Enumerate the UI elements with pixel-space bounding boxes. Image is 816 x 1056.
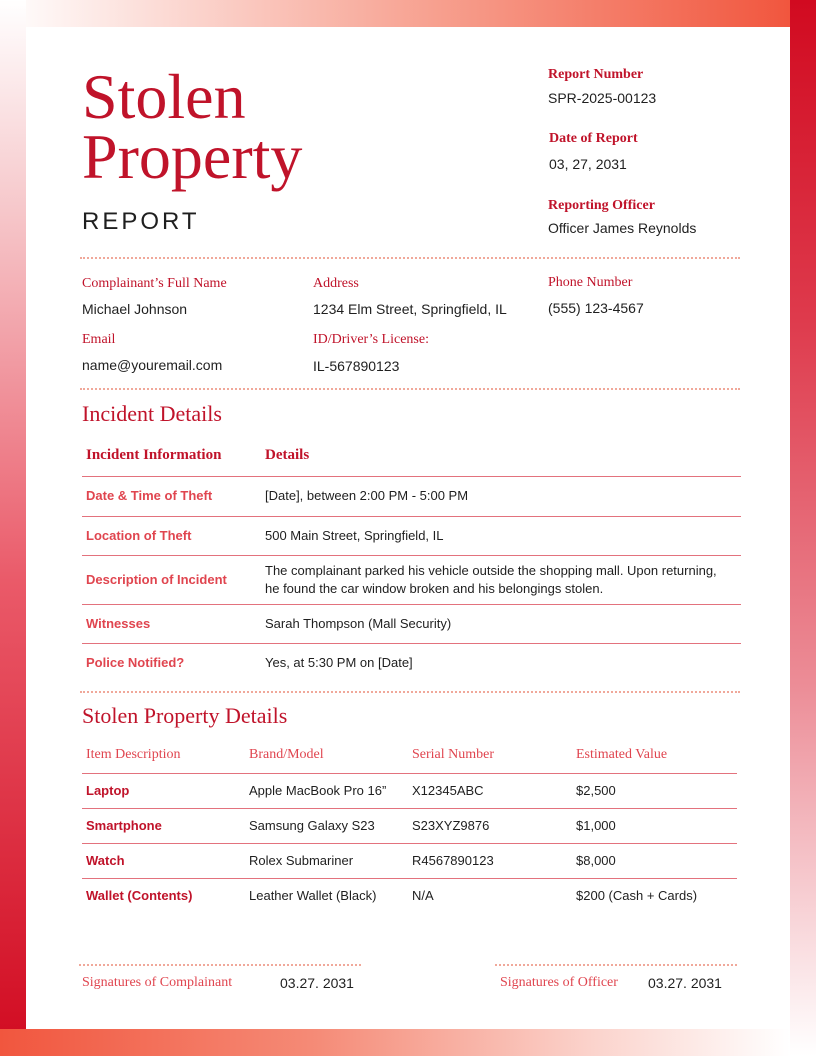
complainant-signature-line[interactable] [79, 964, 361, 966]
brand-model: Leather Wallet (Black) [249, 888, 377, 904]
incident-field-label: Witnesses [82, 604, 261, 643]
serial-number: X12345ABC [408, 773, 572, 808]
stolen-property-table [82, 737, 737, 913]
id-license-label: ID/Driver’s License: [313, 332, 429, 347]
incident-field-value: Sarah Thompson (Mall Security) [261, 604, 741, 643]
incident-field-value: 500 Main Street, Springfield, IL [261, 516, 741, 555]
column-header-incident-information: Incident Information [82, 435, 261, 476]
column-header-item: Item Description [82, 737, 245, 773]
incident-field-label: Location of Theft [82, 516, 261, 555]
column-header-serial: Serial Number [408, 737, 572, 773]
divider [80, 257, 740, 259]
brand-model: Samsung Galaxy S23 [245, 808, 408, 843]
date-of-report-value: 03, 27, 2031 [549, 156, 627, 172]
incident-field-value: [Date], between 2:00 PM - 5:00 PM [261, 476, 741, 516]
incident-field-value: Yes, at 5:30 PM on [Date] [265, 655, 413, 671]
date-of-report-label: Date of Report [549, 131, 638, 146]
title-line-2: Property [82, 121, 303, 192]
complainant-signature-date: 03.27. 2031 [280, 975, 354, 991]
table-row [82, 773, 737, 808]
id-license-value: IL-567890123 [313, 358, 400, 374]
incident-section-title: Incident Details [82, 401, 222, 426]
table-row [82, 643, 741, 683]
estimated-value: $200 (Cash + Cards) [576, 888, 698, 904]
brand-model: Rolex Submariner [245, 843, 408, 878]
divider [80, 691, 740, 693]
incident-field-label: Description of Incident [82, 555, 261, 604]
table-row [82, 808, 737, 843]
report-sheet [26, 27, 790, 1029]
incident-field-value: The complainant parked his vehicle outside the shopping mall. Upon returning, he found the car window broken and his belongings stolen. [261, 555, 741, 604]
serial-number: R4567890123 [408, 843, 572, 878]
complainant-name-label: Complainant’s Full Name [82, 276, 227, 291]
page-subtitle: REPORT [82, 208, 200, 235]
title-line-1: Stolen [82, 61, 246, 132]
property-section-title: Stolen Property Details [82, 703, 288, 728]
decorative-frame-top [0, 0, 790, 27]
decorative-frame-right [790, 0, 816, 1056]
page-title [82, 61, 303, 192]
estimated-value: $2,500 [572, 773, 737, 808]
item-description: Laptop [82, 773, 245, 808]
decorative-frame-bottom [0, 1029, 790, 1056]
brand-model: Apple MacBook Pro 16” [245, 773, 408, 808]
table-row [82, 843, 737, 878]
estimated-value: $8,000 [572, 843, 737, 878]
column-header-brand: Brand/Model [245, 737, 408, 773]
officer-signature-date: 03.27. 2031 [648, 975, 722, 991]
estimated-value: $1,000 [572, 808, 737, 843]
phone-value: (555) 123-4567 [548, 300, 644, 316]
table-row [82, 476, 741, 516]
serial-number: S23XYZ9876 [408, 808, 572, 843]
reporting-officer-label: Reporting Officer [548, 198, 655, 213]
table-row [82, 555, 741, 604]
officer-signature-label: Signatures of Officer [500, 975, 618, 990]
reporting-officer-value: Officer James Reynolds [548, 220, 697, 236]
table-row [82, 516, 741, 555]
address-label: Address [313, 276, 359, 291]
table-row [82, 878, 737, 913]
report-number-value: SPR-2025-00123 [548, 90, 657, 106]
incident-table [82, 435, 741, 683]
complainant-signature-label: Signatures of Complainant [82, 975, 233, 990]
officer-signature-line[interactable] [495, 964, 737, 966]
report-number-label: Report Number [548, 67, 644, 82]
serial-number: N/A [412, 888, 434, 904]
item-description: Wallet (Contents) [86, 888, 193, 904]
decorative-frame-left [0, 0, 26, 1056]
table-row [82, 604, 741, 643]
item-description: Watch [82, 843, 245, 878]
item-description: Smartphone [82, 808, 245, 843]
email-value: name@youremail.com [82, 357, 223, 373]
column-header-value: Estimated Value [572, 737, 737, 773]
incident-field-label: Police Notified? [86, 655, 185, 671]
table-header-row [82, 435, 741, 476]
incident-field-label: Date & Time of Theft [82, 476, 261, 516]
column-header-details: Details [261, 435, 741, 476]
email-label: Email [82, 332, 116, 347]
complainant-name-value: Michael Johnson [82, 301, 188, 317]
phone-label: Phone Number [548, 275, 633, 290]
address-value: 1234 Elm Street, Springfield, IL [313, 301, 507, 317]
divider [80, 388, 740, 390]
table-header-row [82, 737, 737, 773]
